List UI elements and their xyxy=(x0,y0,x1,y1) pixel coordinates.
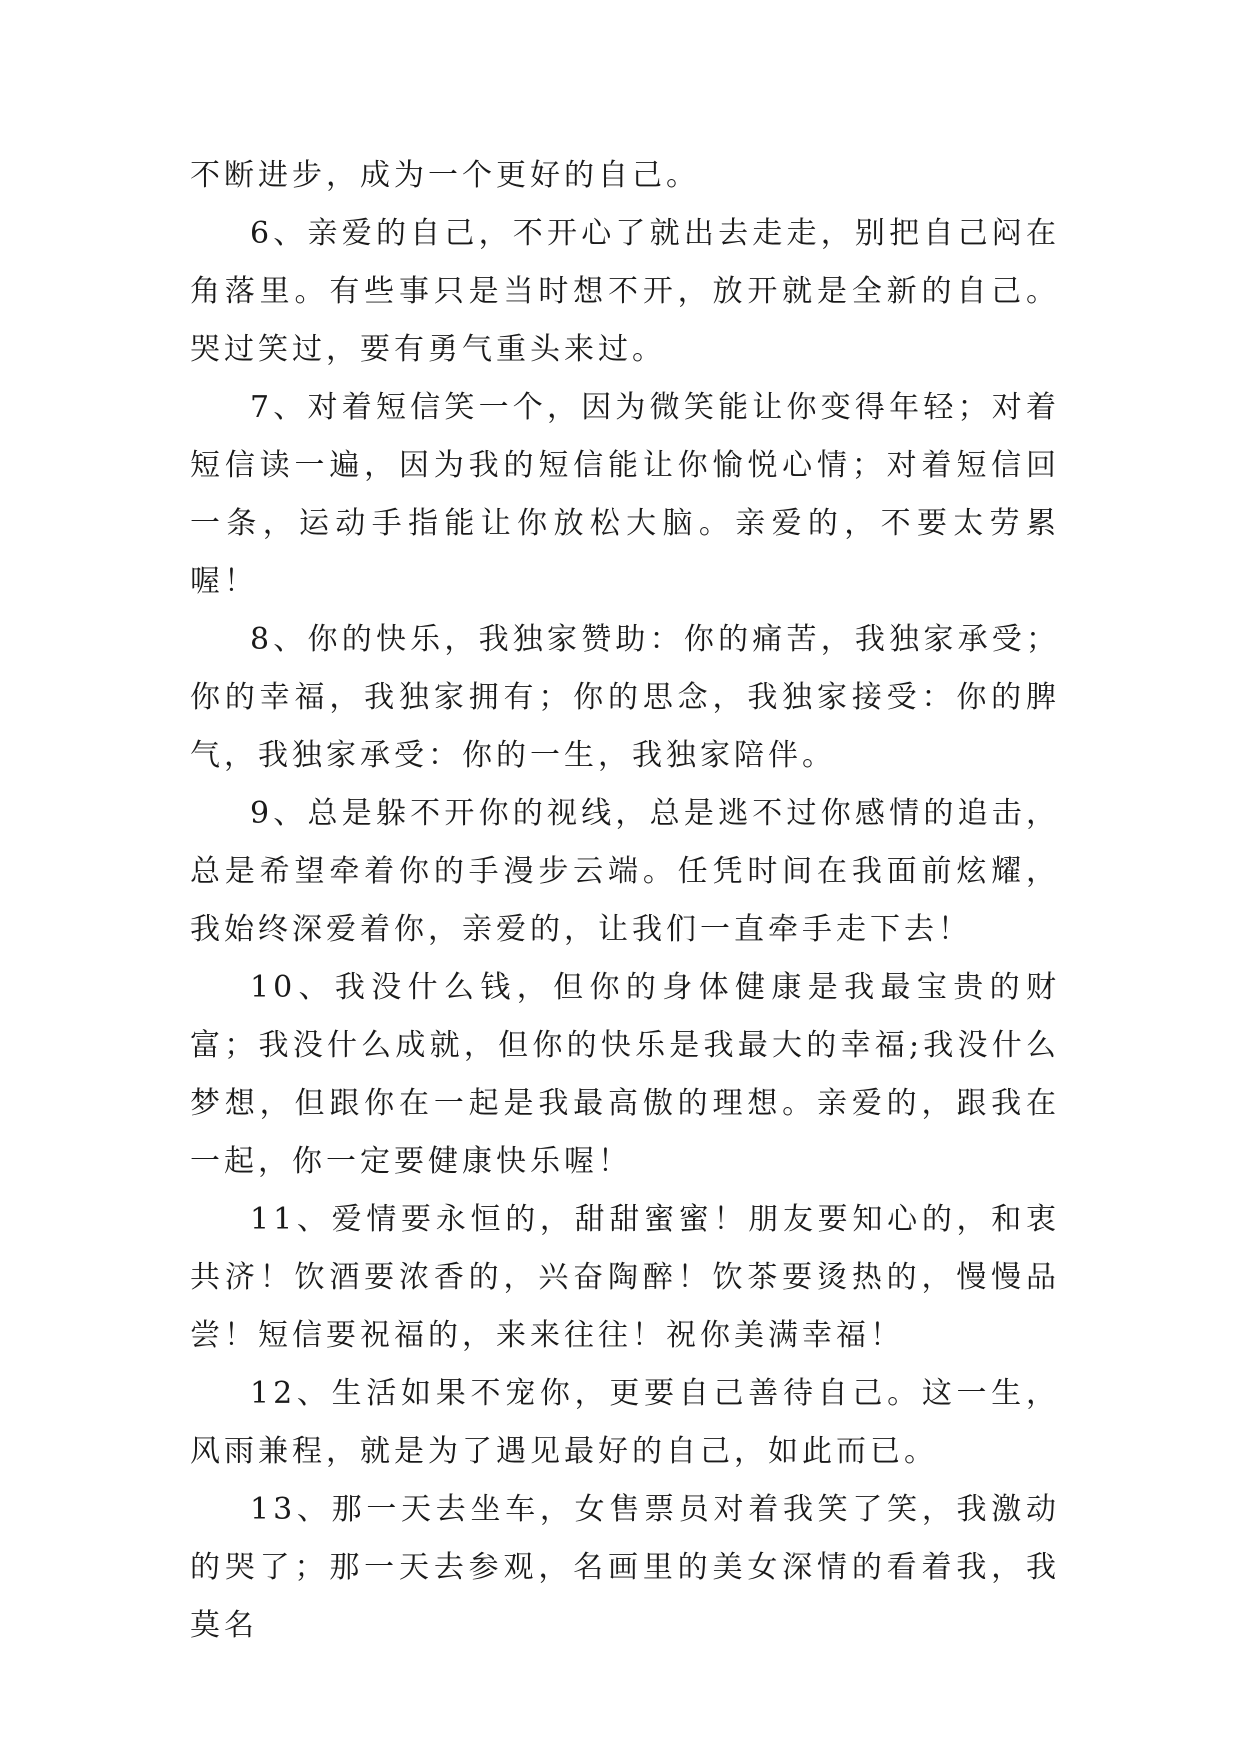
paragraph-item-13: 13、那一天去坐车，女售票员对着我笑了笑，我激动的哭了；那一天去参观，名画里的美女深情的看着我，我莫名 xyxy=(190,1492,1060,1643)
paragraph-item-6: 6、亲爱的自己，不开心了就出去走走，别把自己闷在角落里。有些事只是当时想不开，放开就是全新的自己。哭过笑过，要有勇气重头来过。 xyxy=(190,216,1060,367)
paragraph-item-7: 7、对着短信笑一个，因为微笑能让你变得年轻；对着短信读一遍，因为我的短信能让你愉悦心情；对着短信回一条，运动手指能让你放松大脑。亲爱的，不要太劳累喔！ xyxy=(190,390,1060,599)
paragraph-item-11: 11、爱情要永恒的，甜甜蜜蜜！朋友要知心的，和衷共济！饮酒要浓香的，兴奋陶醉！饮茶要烫热的，慢慢品尝！短信要祝福的，来来往往！祝你美满幸福！ xyxy=(190,1202,1060,1353)
document-page xyxy=(190,147,1060,1655)
paragraph-item-10: 10、我没什么钱，但你的身体健康是我最宝贵的财富；我没什么成就，但你的快乐是我最大的幸福;我没什么梦想，但跟你在一起是我最高傲的理想。亲爱的，跟我在一起，你一定要健康快乐喔！ xyxy=(190,970,1060,1179)
paragraph-item-12: 12、生活如果不宠你，更要自己善待自己。这一生，风雨兼程，就是为了遇见最好的自己，如此而已。 xyxy=(190,1376,1060,1469)
paragraph-item-9: 9、总是躲不开你的视线，总是逃不过你感情的追击，总是希望牵着你的手漫步云端。任凭时间在我面前炫耀，我始终深爱着你，亲爱的，让我们一直牵手走下去！ xyxy=(190,796,1060,947)
paragraph-continuation: 不断进步，成为一个更好的自己。 xyxy=(190,158,700,193)
paragraph-item-8: 8、你的快乐，我独家赞助：你的痛苦，我独家承受；你的幸福，我独家拥有；你的思念，我独家接受：你的脾气，我独家承受：你的一生，我独家陪伴。 xyxy=(190,622,1060,773)
